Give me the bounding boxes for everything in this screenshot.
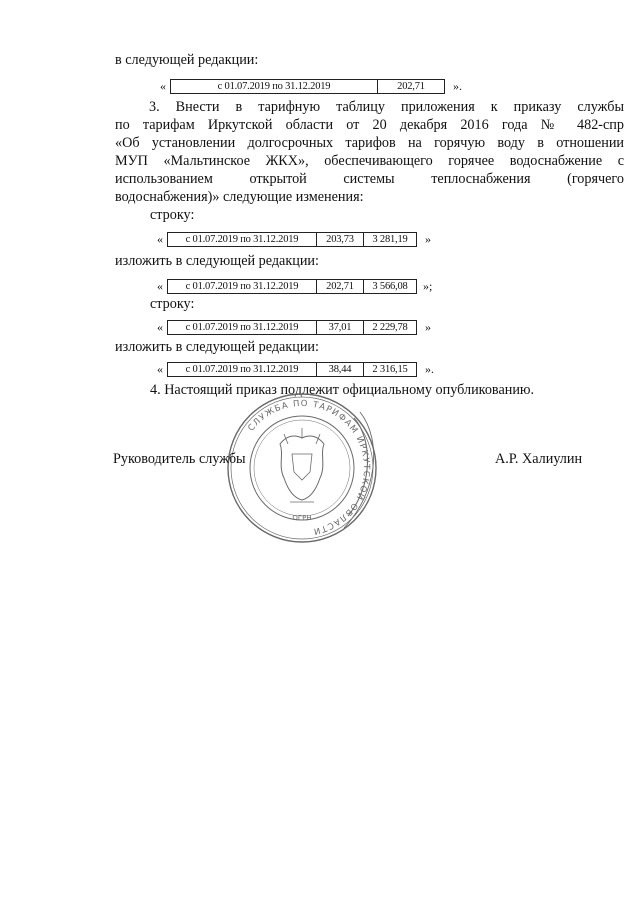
item-3-line-1: 3. Внести в тарифную таблицу приложения к приказу службы xyxy=(149,99,624,115)
item-3-line-2: по тарифам Иркутской области от 20 декабря 2016 года № 482-спр xyxy=(115,117,624,133)
row-2-open-quote: « xyxy=(157,232,163,246)
row-5-value-2: 2 316,15 xyxy=(363,363,416,376)
signatory-position: Руководитель службы xyxy=(113,451,246,467)
row-2-value-2: 3 281,19 xyxy=(363,233,416,246)
row-1-value-1: 202,71 xyxy=(377,80,444,93)
item-3-line-3: «Об установлении долгосрочных тарифов на горячую воду в отношении xyxy=(115,135,624,151)
row-2-table xyxy=(167,232,417,247)
signatory-name: А.Р. Халиулин xyxy=(495,451,583,467)
seal-inner-text: ОГРН xyxy=(292,514,312,522)
intro-line: в следующей редакции: xyxy=(115,52,259,68)
row-5-open-quote: « xyxy=(157,362,163,376)
row-1-table xyxy=(170,79,445,94)
row-2-close: » xyxy=(425,232,431,246)
row-5-period: с 01.07.2019 по 31.12.2019 xyxy=(185,364,299,375)
tariff-row-1 xyxy=(156,79,462,94)
row-2-value-1: 203,73 xyxy=(316,233,363,246)
row-4-open-quote: « xyxy=(157,320,163,334)
row-3-open-quote: « xyxy=(157,279,163,293)
row-5-value-1: 38,44 xyxy=(316,363,363,376)
item-3-line-4: МУП «Мальтинское ЖКХ», обеспечивающего горячее водоснабжение с xyxy=(115,153,624,169)
row-3-close: »; xyxy=(423,279,433,293)
label-stroku-2: строку: xyxy=(150,296,195,312)
tariff-row-2 xyxy=(153,232,431,247)
row-5-close: ». xyxy=(425,362,434,376)
row-1-period: с 01.07.2019 по 31.12.2019 xyxy=(217,81,331,92)
tariff-row-3 xyxy=(153,279,432,294)
tariff-row-5 xyxy=(153,362,434,377)
item-3-line-6: водоснабжения)» следующие изменения: xyxy=(115,189,364,205)
row-3-value-2: 3 566,08 xyxy=(363,280,416,293)
row-2-period: с 01.07.2019 по 31.12.2019 xyxy=(185,234,299,245)
row-3-period: с 01.07.2019 по 31.12.2019 xyxy=(185,281,299,292)
row-3-table xyxy=(167,279,417,294)
seal-ring-text: СЛУЖБА ПО ТАРИФАМ ИРКУТСКОЙ ОБЛАСТИ xyxy=(246,398,372,537)
row-1-open-quote: « xyxy=(160,79,166,93)
row-4-table xyxy=(167,320,417,335)
label-izlozhit-2: изложить в следующей редакции: xyxy=(115,339,319,355)
official-seal xyxy=(222,388,382,548)
row-4-close: » xyxy=(425,320,431,334)
row-1-close: ». xyxy=(453,79,462,93)
label-izlozhit-1: изложить в следующей редакции: xyxy=(115,253,319,269)
row-4-period: с 01.07.2019 по 31.12.2019 xyxy=(185,322,299,333)
row-4-value-2: 2 229,78 xyxy=(363,321,416,334)
tariff-row-4 xyxy=(153,320,431,335)
label-stroku-1: строку: xyxy=(150,207,195,223)
row-5-table xyxy=(167,362,417,377)
item-4: 4. Настоящий приказ подлежит официальному опубликованию. xyxy=(150,382,535,398)
row-4-value-1: 37,01 xyxy=(316,321,363,334)
item-3-line-5: использованием открытой системы теплоснабжения (горячего xyxy=(115,171,624,187)
row-3-value-1: 202,71 xyxy=(316,280,363,293)
